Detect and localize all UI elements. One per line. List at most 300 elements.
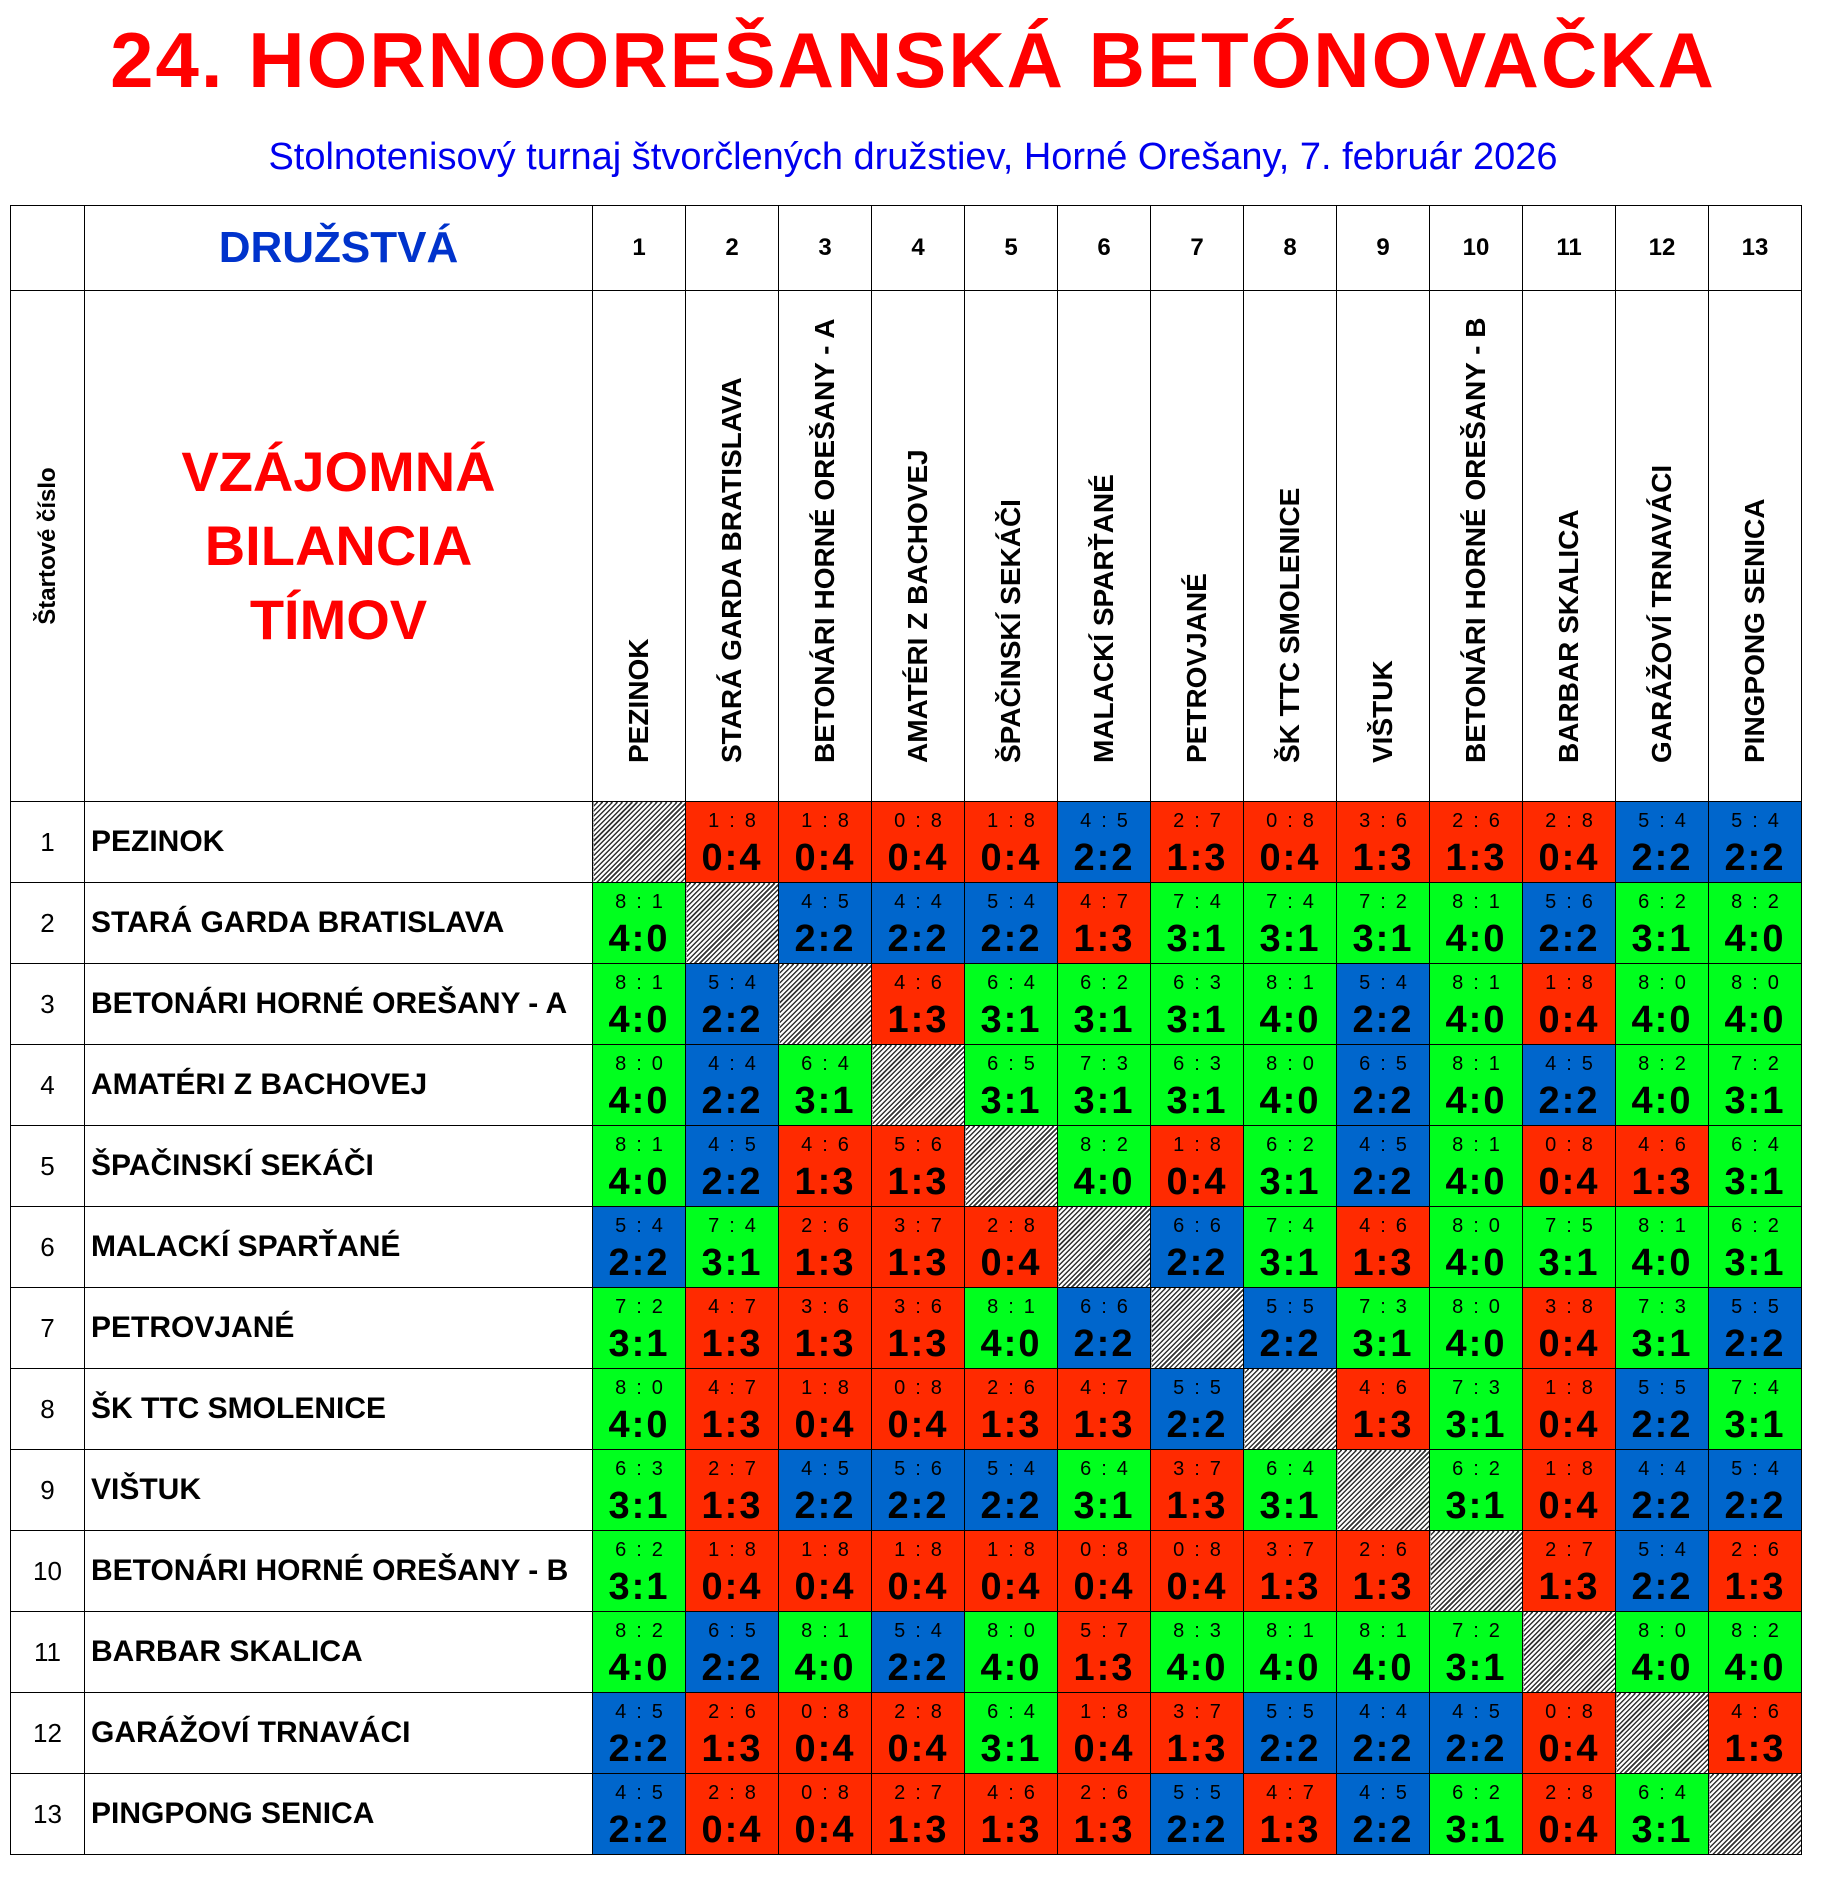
match-result-cell xyxy=(779,1045,872,1126)
match-result-cell xyxy=(1337,1207,1430,1288)
match-score: 6:2 xyxy=(1452,1782,1510,1804)
match-result-cell xyxy=(593,1774,686,1855)
match-result-cell xyxy=(593,1207,686,1288)
match-result-cell xyxy=(686,1774,779,1855)
match-score: 7:4 xyxy=(1173,891,1231,913)
match-result-cell xyxy=(1244,964,1337,1045)
match-result-cell xyxy=(686,964,779,1045)
match-points: 1:3 xyxy=(1631,1161,1693,1203)
match-score: 4:5 xyxy=(1545,1053,1603,1075)
match-points: 3:1 xyxy=(1445,1485,1507,1527)
match-result-cell xyxy=(1616,883,1709,964)
match-result-cell xyxy=(872,1774,965,1855)
match-score: 5:4 xyxy=(615,1215,673,1237)
match-score: 6:6 xyxy=(1173,1215,1231,1237)
match-score: 2:7 xyxy=(708,1458,766,1480)
match-result-cell xyxy=(965,964,1058,1045)
match-points: 1:3 xyxy=(1352,837,1414,879)
match-result-cell xyxy=(872,1207,965,1288)
match-points: 2:2 xyxy=(608,1242,670,1284)
match-score: 7:2 xyxy=(1452,1620,1510,1642)
match-points: 2:2 xyxy=(608,1728,670,1770)
match-points: 3:1 xyxy=(1631,918,1693,960)
match-points: 1:3 xyxy=(1352,1404,1414,1446)
match-score: 4:7 xyxy=(708,1377,766,1399)
match-score: 4:6 xyxy=(801,1134,859,1156)
match-result-cell xyxy=(1151,1693,1244,1774)
match-result-cell xyxy=(779,1450,872,1531)
start-number: 3 xyxy=(11,964,85,1045)
match-points: 1:3 xyxy=(1073,1647,1135,1689)
match-result-cell xyxy=(1616,1288,1709,1369)
match-points: 1:3 xyxy=(1724,1728,1786,1770)
match-result-cell xyxy=(1709,1693,1802,1774)
match-result-cell xyxy=(1709,1045,1802,1126)
column-number: 10 xyxy=(1430,206,1523,291)
match-score: 4:5 xyxy=(801,1458,859,1480)
match-result-cell xyxy=(593,1045,686,1126)
match-result-cell xyxy=(1337,1774,1430,1855)
match-points: 1:3 xyxy=(1073,1404,1135,1446)
match-result-cell xyxy=(779,1126,872,1207)
match-points: 1:3 xyxy=(980,1809,1042,1851)
column-number: 13 xyxy=(1709,206,1802,291)
match-result-cell xyxy=(686,1045,779,1126)
match-result-cell xyxy=(1058,1288,1151,1369)
match-score: 1:8 xyxy=(987,810,1045,832)
match-points: 2:2 xyxy=(980,918,1042,960)
match-result-cell xyxy=(1616,964,1709,1045)
match-result-cell xyxy=(1709,1612,1802,1693)
match-result-cell xyxy=(1151,1369,1244,1450)
match-score: 3:7 xyxy=(894,1215,952,1237)
match-score: 6:4 xyxy=(801,1053,859,1075)
match-points: 2:2 xyxy=(794,918,856,960)
column-number: 9 xyxy=(1337,206,1430,291)
column-team-name: GARÁŽOVÍ TRNAVÁCI xyxy=(1616,291,1709,802)
match-result-cell xyxy=(1058,1612,1151,1693)
match-score: 0:8 xyxy=(801,1701,859,1723)
match-result-cell xyxy=(1616,1207,1709,1288)
match-result-cell xyxy=(1337,1612,1430,1693)
match-points: 2:2 xyxy=(608,1809,670,1851)
column-name-row xyxy=(11,291,1802,802)
match-points: 4:0 xyxy=(1631,1242,1693,1284)
match-points: 4:0 xyxy=(1631,999,1693,1041)
table-row xyxy=(11,883,1802,964)
match-points: 2:2 xyxy=(1259,1728,1321,1770)
match-points: 3:1 xyxy=(1445,1404,1507,1446)
match-result-cell xyxy=(1430,1774,1523,1855)
match-result-cell xyxy=(1430,1288,1523,1369)
match-points: 0:4 xyxy=(1538,1404,1600,1446)
match-points: 4:0 xyxy=(794,1647,856,1689)
match-result-cell xyxy=(1430,1693,1523,1774)
match-score: 6:2 xyxy=(1638,891,1696,913)
match-score: 8:1 xyxy=(1452,1053,1510,1075)
match-result-cell xyxy=(1337,1369,1430,1450)
match-score: 0:8 xyxy=(1545,1701,1603,1723)
match-score: 8:1 xyxy=(1359,1620,1417,1642)
match-score: 6:5 xyxy=(1359,1053,1417,1075)
match-result-cell xyxy=(965,1045,1058,1126)
column-team-name: ŠPAČINSKÍ SEKÁČI xyxy=(965,291,1058,802)
match-score: 8:0 xyxy=(615,1053,673,1075)
match-points: 2:2 xyxy=(1445,1728,1507,1770)
match-points: 2:2 xyxy=(1631,837,1693,879)
match-result-cell xyxy=(593,1693,686,1774)
column-team-name: VIŠTUK xyxy=(1337,291,1430,802)
table-row xyxy=(11,1369,1802,1450)
match-points: 2:2 xyxy=(1073,837,1135,879)
match-result-cell xyxy=(779,1693,872,1774)
match-result-cell xyxy=(1709,964,1802,1045)
match-result-cell xyxy=(1058,1450,1151,1531)
matrix-title: VZÁJOMNÁ BILANCIA TÍMOV xyxy=(85,291,593,802)
table-row xyxy=(11,1126,1802,1207)
match-points: 3:1 xyxy=(1166,1080,1228,1122)
match-result-cell xyxy=(1709,1126,1802,1207)
match-result-cell xyxy=(779,1369,872,1450)
column-team-name: BETONÁRI HORNÉ OREŠANY - B xyxy=(1430,291,1523,802)
match-score: 7:3 xyxy=(1359,1296,1417,1318)
match-result-cell xyxy=(872,964,965,1045)
match-points: 4:0 xyxy=(1166,1647,1228,1689)
match-score: 8:0 xyxy=(615,1377,673,1399)
match-result-cell xyxy=(1337,1045,1430,1126)
match-result-cell xyxy=(1244,1693,1337,1774)
match-result-cell xyxy=(965,1288,1058,1369)
start-number: 13 xyxy=(11,1774,85,1855)
match-score: 4:5 xyxy=(615,1701,673,1723)
match-points: 1:3 xyxy=(701,1485,763,1527)
team-name: AMATÉRI Z BACHOVEJ xyxy=(85,1045,593,1126)
match-points: 2:2 xyxy=(1631,1404,1693,1446)
match-score: 4:4 xyxy=(708,1053,766,1075)
match-points: 1:3 xyxy=(1538,1566,1600,1608)
team-name: PETROVJANÉ xyxy=(85,1288,593,1369)
match-result-cell xyxy=(1151,1045,1244,1126)
table-row xyxy=(11,1693,1802,1774)
match-points: 1:3 xyxy=(1445,837,1507,879)
match-points: 3:1 xyxy=(1352,918,1414,960)
match-result-cell xyxy=(1058,1774,1151,1855)
match-score: 5:4 xyxy=(987,891,1045,913)
match-points: 2:2 xyxy=(1166,1404,1228,1446)
team-name: VIŠTUK xyxy=(85,1450,593,1531)
match-score: 2:7 xyxy=(1545,1539,1603,1561)
column-number: 2 xyxy=(686,206,779,291)
match-points: 1:3 xyxy=(1166,1728,1228,1770)
match-points: 1:3 xyxy=(794,1323,856,1365)
match-result-cell xyxy=(1058,1531,1151,1612)
match-score: 4:6 xyxy=(894,972,952,994)
match-points: 2:2 xyxy=(701,1161,763,1203)
match-points: 0:4 xyxy=(1538,1485,1600,1527)
match-result-cell xyxy=(1244,883,1337,964)
match-result-cell xyxy=(1337,1288,1430,1369)
match-result-cell xyxy=(686,1369,779,1450)
match-score: 6:4 xyxy=(1266,1458,1324,1480)
match-score: 5:4 xyxy=(708,972,766,994)
match-score: 6:3 xyxy=(1173,972,1231,994)
team-name: ŠK TTC SMOLENICE xyxy=(85,1369,593,1450)
match-result-cell xyxy=(1430,1369,1523,1450)
match-score: 7:4 xyxy=(1266,891,1324,913)
match-result-cell xyxy=(1616,1126,1709,1207)
match-points: 3:1 xyxy=(1724,1404,1786,1446)
match-points: 1:3 xyxy=(887,1242,949,1284)
match-points: 2:2 xyxy=(887,918,949,960)
start-number: 1 xyxy=(11,802,85,883)
match-score: 4:5 xyxy=(708,1134,766,1156)
match-score: 7:4 xyxy=(1731,1377,1789,1399)
match-result-cell xyxy=(1616,1369,1709,1450)
match-score: 5:5 xyxy=(1173,1782,1231,1804)
team-name: BETONÁRI HORNÉ OREŠANY - A xyxy=(85,964,593,1045)
match-result-cell xyxy=(1709,1450,1802,1531)
self-match-cell xyxy=(1151,1288,1244,1369)
match-score: 8:1 xyxy=(615,891,673,913)
match-points: 0:4 xyxy=(1538,1161,1600,1203)
match-score: 4:5 xyxy=(1452,1701,1510,1723)
match-points: 3:1 xyxy=(980,1728,1042,1770)
match-score: 8:0 xyxy=(1452,1215,1510,1237)
team-name: PINGPONG SENICA xyxy=(85,1774,593,1855)
self-match-cell xyxy=(1709,1774,1802,1855)
match-result-cell xyxy=(1151,1612,1244,1693)
match-points: 0:4 xyxy=(1073,1728,1135,1770)
match-result-cell xyxy=(593,1612,686,1693)
match-score: 5:5 xyxy=(1731,1296,1789,1318)
match-result-cell xyxy=(1151,964,1244,1045)
match-result-cell xyxy=(1244,1531,1337,1612)
match-result-cell xyxy=(872,1369,965,1450)
match-result-cell xyxy=(965,883,1058,964)
match-score: 2:6 xyxy=(708,1701,766,1723)
match-result-cell xyxy=(593,1288,686,1369)
match-points: 4:0 xyxy=(608,1161,670,1203)
match-score: 8:1 xyxy=(1452,891,1510,913)
match-result-cell xyxy=(1709,802,1802,883)
match-points: 3:1 xyxy=(1259,1161,1321,1203)
match-result-cell xyxy=(1523,1369,1616,1450)
match-points: 2:2 xyxy=(1352,1161,1414,1203)
match-score: 8:0 xyxy=(1266,1053,1324,1075)
match-points: 3:1 xyxy=(1352,1323,1414,1365)
match-score: 5:4 xyxy=(1359,972,1417,994)
match-result-cell xyxy=(1430,964,1523,1045)
column-number: 5 xyxy=(965,206,1058,291)
match-result-cell xyxy=(965,1693,1058,1774)
match-score: 6:2 xyxy=(615,1539,673,1561)
match-points: 0:4 xyxy=(794,1404,856,1446)
table-row xyxy=(11,802,1802,883)
match-score: 1:8 xyxy=(801,1377,859,1399)
match-result-cell xyxy=(1616,1045,1709,1126)
match-points: 2:2 xyxy=(701,999,763,1041)
match-points: 3:1 xyxy=(1073,1080,1135,1122)
team-name: MALACKÍ SPARŤANÉ xyxy=(85,1207,593,1288)
match-points: 0:4 xyxy=(794,837,856,879)
match-points: 4:0 xyxy=(1259,1080,1321,1122)
match-result-cell xyxy=(1430,1450,1523,1531)
match-score: 3:6 xyxy=(894,1296,952,1318)
start-number: 10 xyxy=(11,1531,85,1612)
start-number: 5 xyxy=(11,1126,85,1207)
match-score: 5:7 xyxy=(1080,1620,1138,1642)
match-points: 4:0 xyxy=(1445,918,1507,960)
match-score: 5:4 xyxy=(1731,1458,1789,1480)
match-points: 1:3 xyxy=(887,999,949,1041)
match-score: 2:6 xyxy=(1731,1539,1789,1561)
match-score: 4:7 xyxy=(1080,1377,1138,1399)
match-score: 3:7 xyxy=(1173,1458,1231,1480)
match-result-cell xyxy=(1244,1045,1337,1126)
match-points: 1:3 xyxy=(1073,1809,1135,1851)
match-points: 2:2 xyxy=(1724,1323,1786,1365)
match-score: 0:8 xyxy=(801,1782,859,1804)
match-points: 1:3 xyxy=(887,1323,949,1365)
column-team-name: BETONÁRI HORNÉ OREŠANY - A xyxy=(779,291,872,802)
match-result-cell xyxy=(686,1288,779,1369)
match-score: 2:8 xyxy=(987,1215,1045,1237)
self-match-cell xyxy=(593,802,686,883)
page-title: 24. HORNOOREŠANSKÁ BETÓNOVAČKA xyxy=(110,16,1716,104)
match-result-cell xyxy=(1709,1288,1802,1369)
match-score: 1:8 xyxy=(1080,1701,1138,1723)
match-points: 0:4 xyxy=(1538,837,1600,879)
team-name: BARBAR SKALICA xyxy=(85,1612,593,1693)
match-result-cell xyxy=(1616,1774,1709,1855)
match-score: 0:8 xyxy=(1173,1539,1231,1561)
match-score: 5:6 xyxy=(894,1134,952,1156)
match-points: 2:2 xyxy=(1352,1809,1414,1851)
match-points: 0:4 xyxy=(887,1566,949,1608)
column-number: 6 xyxy=(1058,206,1151,291)
start-number: 4 xyxy=(11,1045,85,1126)
column-team-name: PETROVJANÉ xyxy=(1151,291,1244,802)
match-points: 3:1 xyxy=(1073,1485,1135,1527)
table-row xyxy=(11,1450,1802,1531)
match-result-cell xyxy=(779,1774,872,1855)
match-result-cell xyxy=(1151,802,1244,883)
match-result-cell xyxy=(1151,1774,1244,1855)
match-points: 0:4 xyxy=(1538,1323,1600,1365)
match-score: 4:7 xyxy=(1080,891,1138,913)
self-match-cell xyxy=(779,964,872,1045)
match-score: 4:7 xyxy=(708,1296,766,1318)
match-result-cell xyxy=(1616,1450,1709,1531)
match-points: 0:4 xyxy=(1259,837,1321,879)
match-score: 2:6 xyxy=(1080,1782,1138,1804)
match-score: 8:2 xyxy=(1080,1134,1138,1156)
match-points: 3:1 xyxy=(608,1323,670,1365)
match-points: 4:0 xyxy=(1352,1647,1414,1689)
match-points: 1:3 xyxy=(887,1809,949,1851)
match-result-cell xyxy=(593,883,686,964)
match-score: 5:6 xyxy=(1545,891,1603,913)
match-result-cell xyxy=(779,1612,872,1693)
match-result-cell xyxy=(1616,1531,1709,1612)
match-points: 1:3 xyxy=(1352,1566,1414,1608)
match-points: 0:4 xyxy=(980,1242,1042,1284)
column-team-name: BARBAR SKALICA xyxy=(1523,291,1616,802)
match-score: 1:8 xyxy=(1545,1377,1603,1399)
match-result-cell xyxy=(1244,1774,1337,1855)
match-points: 4:0 xyxy=(608,918,670,960)
match-score: 6:2 xyxy=(1731,1215,1789,1237)
results-matrix xyxy=(10,205,1802,1855)
match-score: 3:8 xyxy=(1545,1296,1603,1318)
start-number: 2 xyxy=(11,883,85,964)
match-result-cell xyxy=(1058,1369,1151,1450)
match-score: 6:3 xyxy=(615,1458,673,1480)
match-result-cell xyxy=(1337,883,1430,964)
match-points: 1:3 xyxy=(1352,1242,1414,1284)
match-result-cell xyxy=(1523,1450,1616,1531)
match-points: 4:0 xyxy=(1631,1647,1693,1689)
match-score: 7:3 xyxy=(1080,1053,1138,1075)
match-points: 2:2 xyxy=(1631,1485,1693,1527)
match-points: 3:1 xyxy=(1631,1809,1693,1851)
match-points: 4:0 xyxy=(608,1647,670,1689)
match-result-cell xyxy=(779,883,872,964)
match-score: 4:6 xyxy=(987,1782,1045,1804)
match-score: 5:5 xyxy=(1266,1296,1324,1318)
match-result-cell xyxy=(1058,1045,1151,1126)
match-score: 8:1 xyxy=(1266,972,1324,994)
match-score: 2:7 xyxy=(894,1782,952,1804)
match-score: 8:2 xyxy=(1638,1053,1696,1075)
match-result-cell xyxy=(1151,1450,1244,1531)
match-result-cell xyxy=(965,1450,1058,1531)
match-points: 3:1 xyxy=(794,1080,856,1122)
match-points: 1:3 xyxy=(794,1161,856,1203)
start-number: 11 xyxy=(11,1612,85,1693)
match-score: 8:1 xyxy=(1452,1134,1510,1156)
team-name: STARÁ GARDA BRATISLAVA xyxy=(85,883,593,964)
match-score: 4:4 xyxy=(1359,1701,1417,1723)
match-points: 0:4 xyxy=(794,1728,856,1770)
match-result-cell xyxy=(1616,802,1709,883)
column-number: 11 xyxy=(1523,206,1616,291)
match-score: 8:1 xyxy=(801,1620,859,1642)
match-score: 8:1 xyxy=(615,972,673,994)
match-points: 1:3 xyxy=(701,1323,763,1365)
match-points: 2:2 xyxy=(701,1080,763,1122)
match-points: 2:2 xyxy=(887,1647,949,1689)
match-score: 1:8 xyxy=(801,810,859,832)
match-score: 4:7 xyxy=(1266,1782,1324,1804)
match-score: 7:4 xyxy=(1266,1215,1324,1237)
page-subtitle: Stolnotenisový turnaj štvorčlených družstiev, Horné Orešany, 7. február 2026 xyxy=(268,136,1558,178)
match-points: 4:0 xyxy=(1073,1161,1135,1203)
match-points: 2:2 xyxy=(887,1485,949,1527)
match-score: 6:4 xyxy=(1080,1458,1138,1480)
column-number: 7 xyxy=(1151,206,1244,291)
match-points: 3:1 xyxy=(1166,999,1228,1041)
table-row xyxy=(11,1207,1802,1288)
match-score: 4:4 xyxy=(1638,1458,1696,1480)
match-points: 3:1 xyxy=(980,999,1042,1041)
match-points: 4:0 xyxy=(980,1647,1042,1689)
match-score: 1:8 xyxy=(801,1539,859,1561)
match-score: 7:3 xyxy=(1452,1377,1510,1399)
match-points: 3:1 xyxy=(1445,1647,1507,1689)
match-points: 1:3 xyxy=(1259,1566,1321,1608)
match-result-cell xyxy=(686,1612,779,1693)
